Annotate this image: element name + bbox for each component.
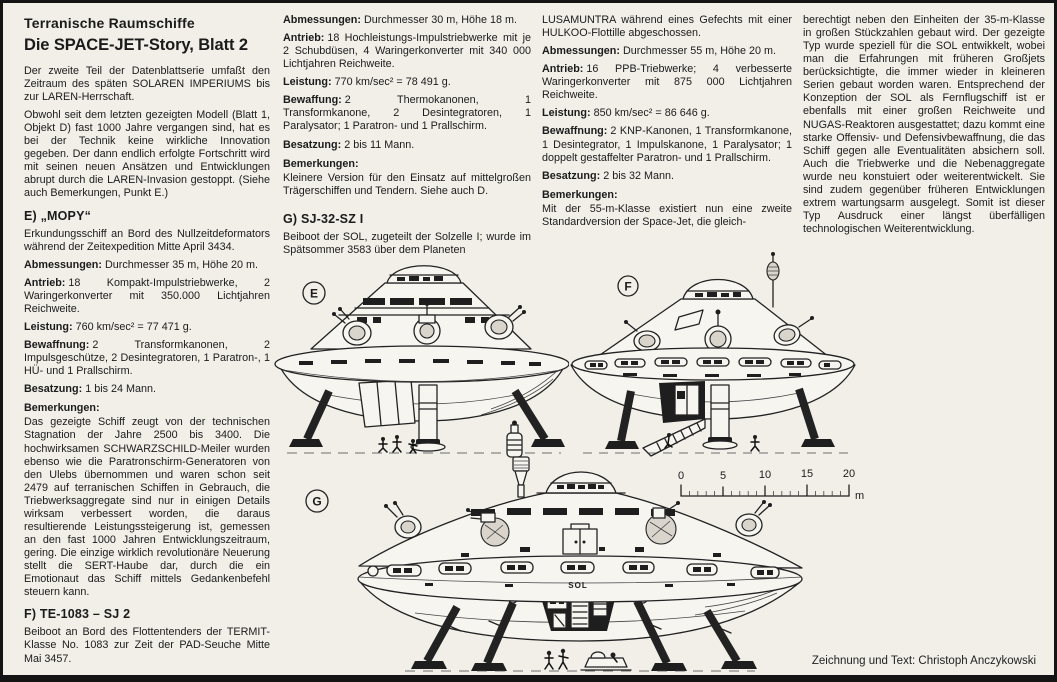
- spec-row: Abmessungen: Durchmesser 30 m, Höhe 18 m.: [283, 14, 518, 26]
- figure-e-label: E: [309, 286, 319, 301]
- human-figures: [379, 435, 417, 453]
- remarks-label: Bemerkungen:: [24, 402, 100, 415]
- spec-row: Besatzung: 2 bis 11 Mann.: [283, 138, 415, 151]
- scale-tick-label: 20: [842, 468, 856, 480]
- column-3: [542, 14, 792, 234]
- ground-vehicle: [581, 652, 631, 670]
- spec-row: Abmessungen: Durchmesser 35 m, Höhe 20 m.: [24, 258, 259, 271]
- spec-row: Besatzung: 2 bis 32 Mann.: [542, 169, 675, 182]
- intro-paragraph: Obwohl seit dem letzten gezeigten Modell (Blatt 1, Objekt D) fast 1000 Jahre vergangen sind, hat es bei der Technik keine wirkliche Innovation gegeben. Der dann endlich erfolgte Fortschritt wird mit seinen neuen Ansätzen und Entwicklungen abrupt durch die LAREN-Invasion gestoppt. (Siehe auch Bemerkungen, Punkt E.): [24, 109, 270, 200]
- spec-row: Bewaffnung: 2 KNP-Kanonen, 1 Transformkanone, 1 Desintegrator, 1 Impulskanone, 1 Paralysator; 1 doppelt gestaffelter Paratron- und 1 Prallschirm.: [542, 125, 792, 164]
- remarks-text: Mit der 55-m-Klasse existiert nun eine zweite Standardversion der Space-Jet, die gleich-: [542, 202, 792, 228]
- antenna-mast: [513, 457, 529, 497]
- spec-row: Antrieb: 16 PPB-Triebwerke; 4 verbesserte Waringerkonverter mit 875 000 Lichtjahren Reichweite.: [542, 63, 792, 102]
- section-f-description: Beiboot an Bord des Flottentenders der TERMIT-Klasse No. 1083 zur Zeit der PAD-Seuche Mitte Mai 3457.: [24, 626, 270, 665]
- scale-bar: [671, 465, 866, 505]
- remarks-text: Kleinere Version für den Einsatz auf mittelgroßen Trägerschiffen und Tendern. Siehe auch D.: [283, 171, 531, 197]
- spec-row: Bewaffung: 2 Thermokanonen, 1 Transformkanone, 2 Desintegratoren, 1 Paralysator; 1 Paratron- und 1 Prallschirm.: [283, 94, 531, 133]
- scale-tick-label: 15: [800, 468, 814, 480]
- section-f-heading: F) TE-1083 – SJ 2: [24, 607, 131, 622]
- spec-row: Leistung: 850 km/sec² = 86 646 g.: [542, 107, 710, 120]
- remarks-label: Bemerkungen:: [283, 157, 359, 170]
- figure-g-label: G: [312, 494, 322, 509]
- figure-f-label: F: [624, 279, 632, 294]
- scale-tick-label: 10: [758, 469, 772, 481]
- remarks-text: Das gezeigte Schiff zeugt von der technischen Stagnation der Jahre 2500 bis 3400. Die hochwirksamen SCHWARZSCHILD-Meiler wurden ebenso wie die Paratronschirm-Generatoren von den Ulebs übernommen und waren schon seit 2479 auf terranischen Schiffen in Gebrauch, die Triebwerksaggregate sind nur in einigen Details wirksam verbessert worden, die daraus resultierende Leistungssteigerung ist, gemessen an den fast 1000 Jahren Entwicklungszeitraum, gering. Die einzige wirklich revolutionäre Neuerung stellt die SERT-Haube dar, durch die ein Emotionaut das Schiff mittels Gedankenbefehl steuern kann.: [24, 416, 270, 599]
- scale-unit-label: m: [855, 490, 865, 502]
- ship-f-drawing: [563, 251, 863, 471]
- spec-row: Leistung: 760 km/sec² = 77 471 g.: [24, 321, 192, 334]
- series-kicker: Terranische Raumschiffe: [24, 15, 195, 31]
- scale-tick-label: 5: [719, 470, 727, 482]
- column-1: [24, 14, 270, 671]
- spec-row: Besatzung: 1 bis 24 Mann.: [24, 383, 157, 396]
- section-g-description: Beiboot der SOL, zugeteilt der Solzelle I; wurde im Spätsommer 3583 über dem Planeten: [283, 230, 531, 256]
- section-e-heading: E) „MOPY“: [24, 208, 92, 223]
- spec-row: Leistung: 770 km/sec² = 78 491 g.: [283, 76, 451, 89]
- ship-g-marking: SOL: [568, 581, 588, 590]
- remarks-label: Bemerkungen:: [542, 188, 618, 201]
- section-g-continuation: LUSAMUNTRA während eines Gefechts mit einer HULKOO-Flottille abgeschossen.: [542, 14, 792, 40]
- antenna-mast: [767, 252, 779, 307]
- spec-row: Bewaffnung: 2 Transformkanonen, 2 Impulsgeschütze, 2 Desintegratoren, 1 Paratron-, 1 HÜ- und 1 Prallschirm.: [24, 339, 270, 378]
- spec-row: Antrieb: 18 Kompakt-Impulstriebwerke, 2 Waringerkonverter mit 350.000 Lichtjahren Reichweite.: [24, 276, 270, 315]
- section-g-remarks-continuation: berechtigt neben den Einheiten der 35-m-Klasse in großen Stückzahlen gebaut wird. Der gezeigte Typ wurde speziell für die SOL entwikkelt, wobei man die Erfahrungen mit früheren Großjets berücksichtigte, die immer wieder in kleineren Serien gebaut worden waren. Entsprechend der Konzeption der SOL als Fernflugschiff ist er ebenfalls mit einer großen Reichweite und NUGAS-Reaktoren ausgestattet; dazu kommt eine starke Offensiv- und Defensivbewaffnung, die das Schiff gegen alle Eventualitäten absichern soll. Auch die Triebwerke und die Nebenaggregate wurde neu konstuiert oder weiterentwickelt. Sie sind zudem gegenüber früheren Entwicklungen extrem wartungsarm ausgelegt. Somit ist dieser Typ Ausdruck einer längst überfälligen technologischen Weiterentwicklung.: [803, 14, 1045, 235]
- page-title: Die SPACE-JET-Story, Blatt 2: [24, 35, 248, 54]
- scale-tick-label: 0: [677, 470, 685, 482]
- credit-line: Zeichnung und Text: Christoph Anczykowski: [811, 655, 1036, 667]
- spec-row: Antrieb: 18 Hochleistungs-Impulstriebwerke mit je 2 Schubdüsen, 4 Waringerkonverter mit 340 000 Lichtjahren Reichweite.: [283, 32, 531, 71]
- column-2: [283, 14, 531, 262]
- intro-paragraph: Der zweite Teil der Datenblattserie umfaßt den Zeitraum des späten SOLAREN IMPERIUMS bis zur LAREN-Herrschaft.: [24, 64, 270, 104]
- human-figures: [545, 649, 568, 669]
- ship-e-drawing: [269, 253, 569, 471]
- spec-row: Abmessungen: Durchmesser 55 m, Höhe 20 m.: [542, 45, 777, 58]
- service-robot: [507, 421, 522, 458]
- column-4: [803, 14, 1045, 241]
- section-g-heading: G) SJ-32-SZ I: [283, 211, 364, 226]
- section-e-description: Erkundungsschiff an Bord des Nullzeitdeformators während der Zeitexpedition Mitte April 3434.: [24, 227, 270, 253]
